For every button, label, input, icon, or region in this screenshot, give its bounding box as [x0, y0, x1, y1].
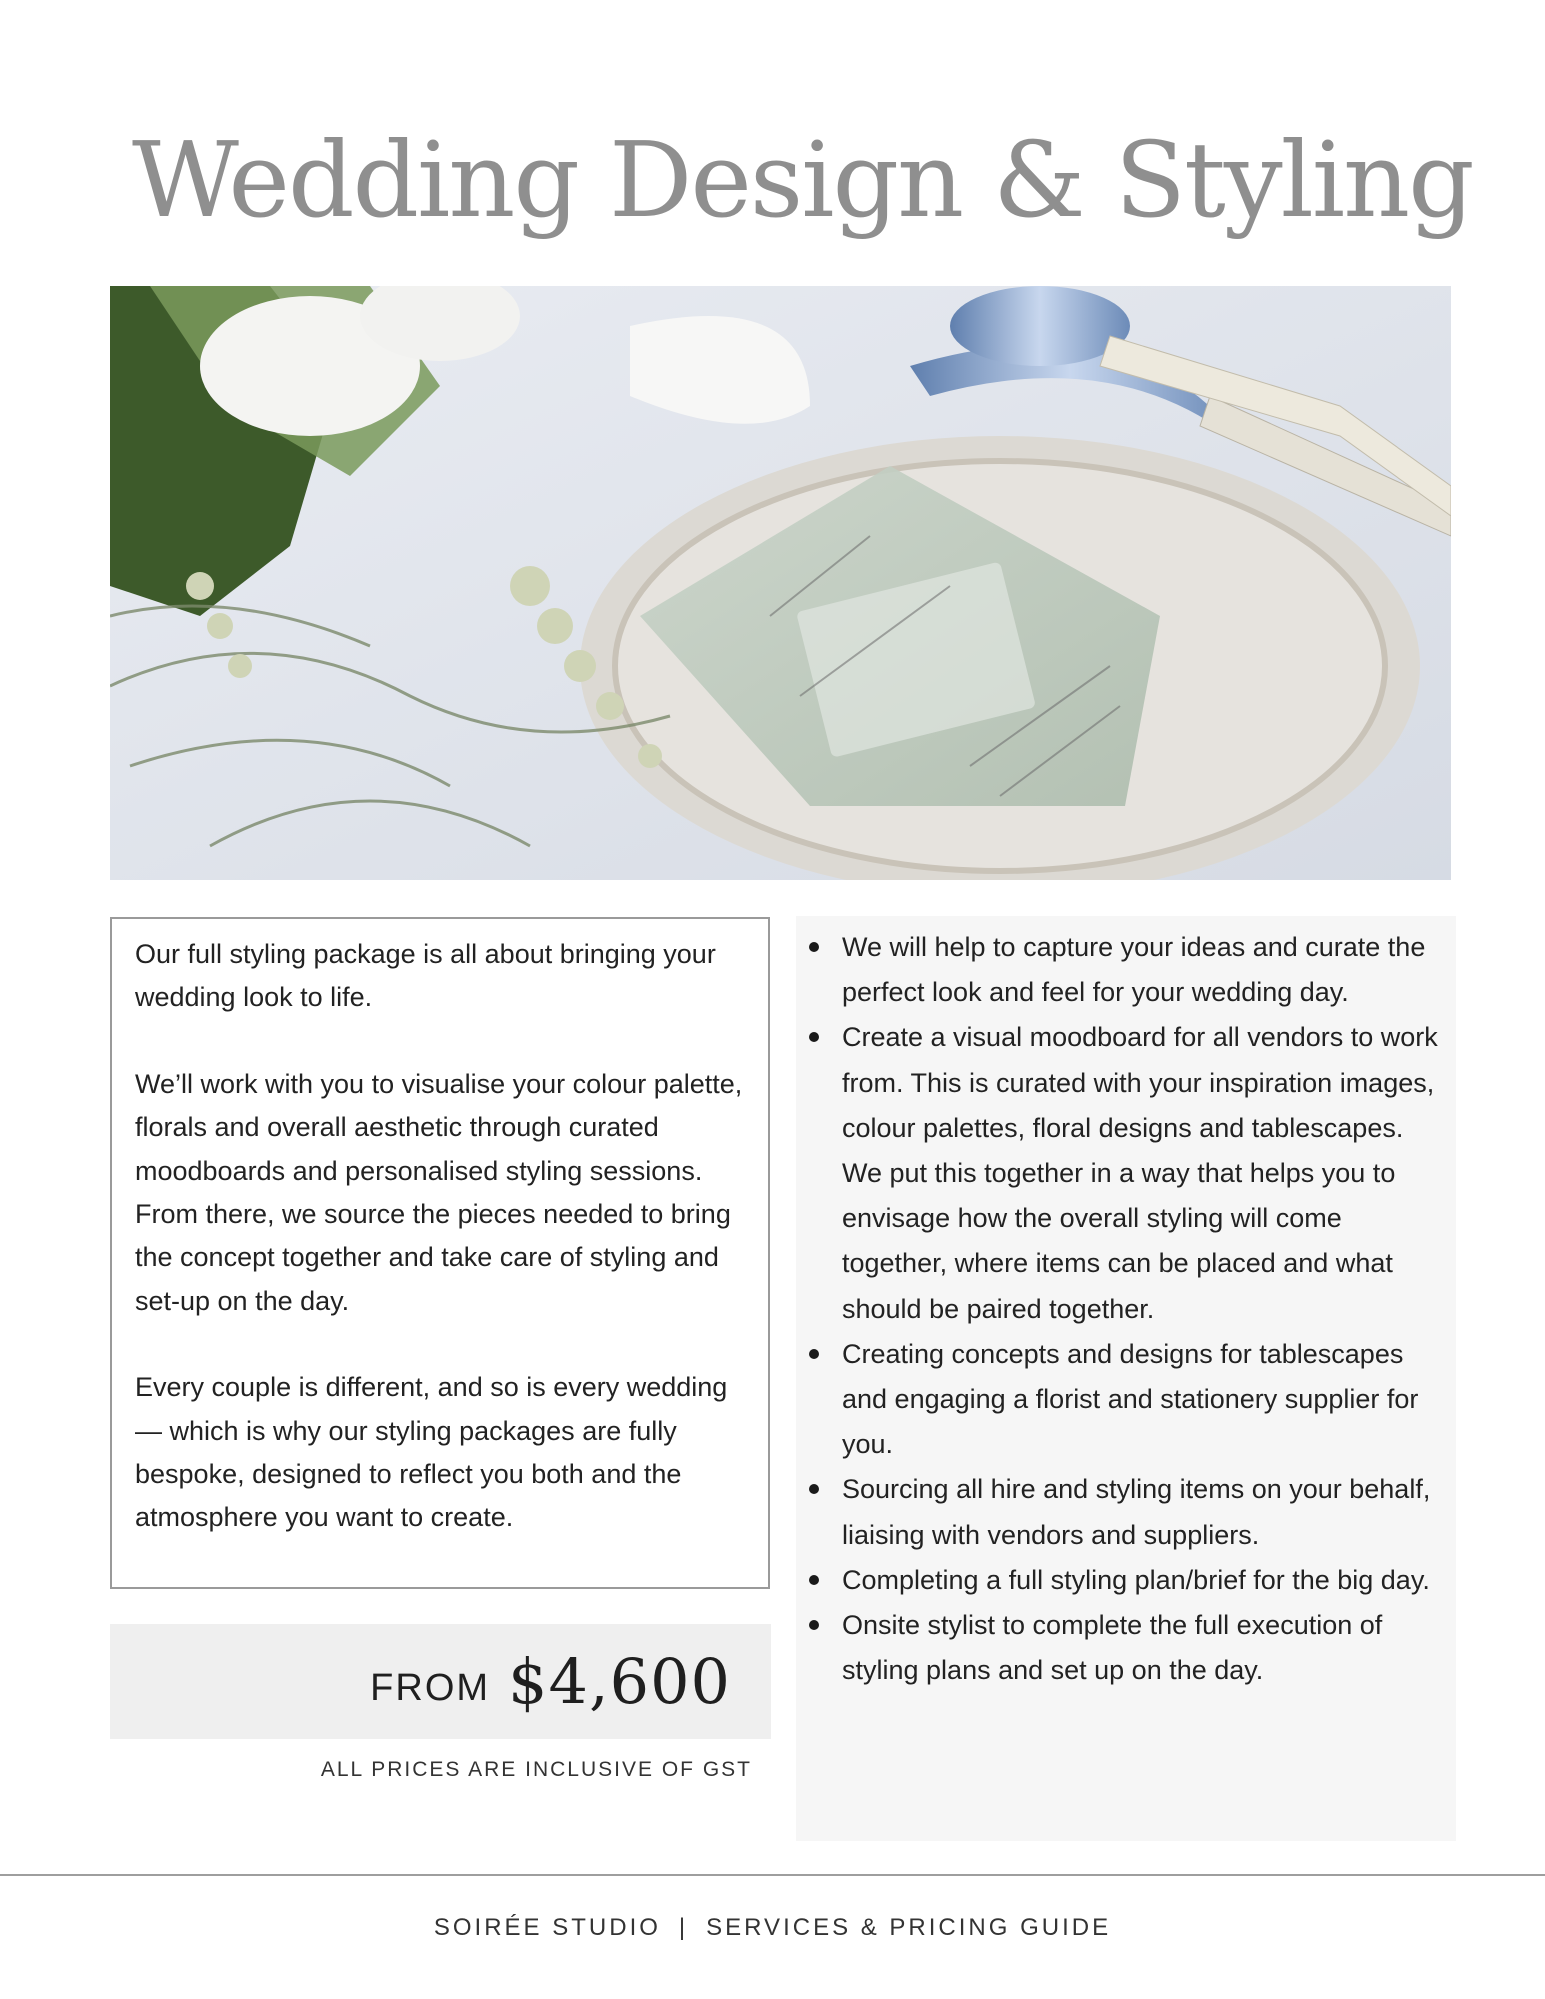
price-prefix: FROM — [370, 1667, 491, 1709]
intro-paragraph-2: We’ll work with you to visualise your colour palette, florals and overall aesthetic through curated moodboards and personalised styling sessions. From there, we source the pieces needed to bring the concept together and take care of styling and set-up on the day. — [135, 1068, 743, 1316]
list-item: Onsite stylist to complete the full execution of styling plans and set up on the day. — [796, 1603, 1448, 1693]
list-item: Create a visual moodboard for all vendors to work from. This is curated with your inspiration images, colour palettes, floral designs and tablescapes. We put this together in a way that helps you to envisage how the overall styling will come together, where items can be placed and what should be paired together. — [796, 1015, 1448, 1331]
bullet-icon — [809, 1575, 819, 1585]
table-setting-photo-icon — [110, 286, 1451, 880]
intro-paragraph-3: Every couple is different, and so is every wedding — which is why our styling packages are fully bespoke, designed to reflect you both and the atmosphere you want to create. — [135, 1372, 728, 1533]
list-item: Completing a full styling plan/brief for the big day. — [796, 1558, 1448, 1603]
footer-brand: SOIRÉE STUDIO — [433, 1914, 661, 1941]
intro-text-box — [110, 917, 770, 1589]
price-band — [110, 1624, 771, 1739]
bullet-icon — [809, 1349, 819, 1359]
page-title: Wedding Design & Styling — [132, 119, 1473, 241]
bullet-icon — [809, 942, 819, 952]
features-panel — [796, 916, 1456, 1841]
list-item: Creating concepts and designs for tablescapes and engaging a florist and stationery supplier for you. — [796, 1332, 1448, 1468]
bullet-icon — [809, 1484, 819, 1494]
intro-paragraph-1: Our full styling package is all about bringing your wedding look to life. — [135, 939, 716, 1013]
price-amount: $4,600 — [508, 1645, 731, 1718]
footer — [0, 1914, 1545, 1942]
footer-divider — [0, 1874, 1545, 1876]
list-item: Sourcing all hire and styling items on your behalf, liaising with vendors and suppliers. — [796, 1467, 1448, 1557]
list-item: We will help to capture your ideas and curate the perfect look and feel for your wedding day. — [796, 925, 1448, 1015]
footer-guide: SERVICES & PRICING GUIDE — [706, 1914, 1112, 1941]
bullet-icon — [809, 1032, 819, 1042]
gst-note: ALL PRICES ARE INCLUSIVE OF GST — [320, 1758, 752, 1781]
bullet-icon — [809, 1620, 819, 1630]
footer-separator: | — [678, 1914, 689, 1941]
hero-photo — [110, 286, 1451, 880]
features-list — [796, 925, 1448, 1693]
